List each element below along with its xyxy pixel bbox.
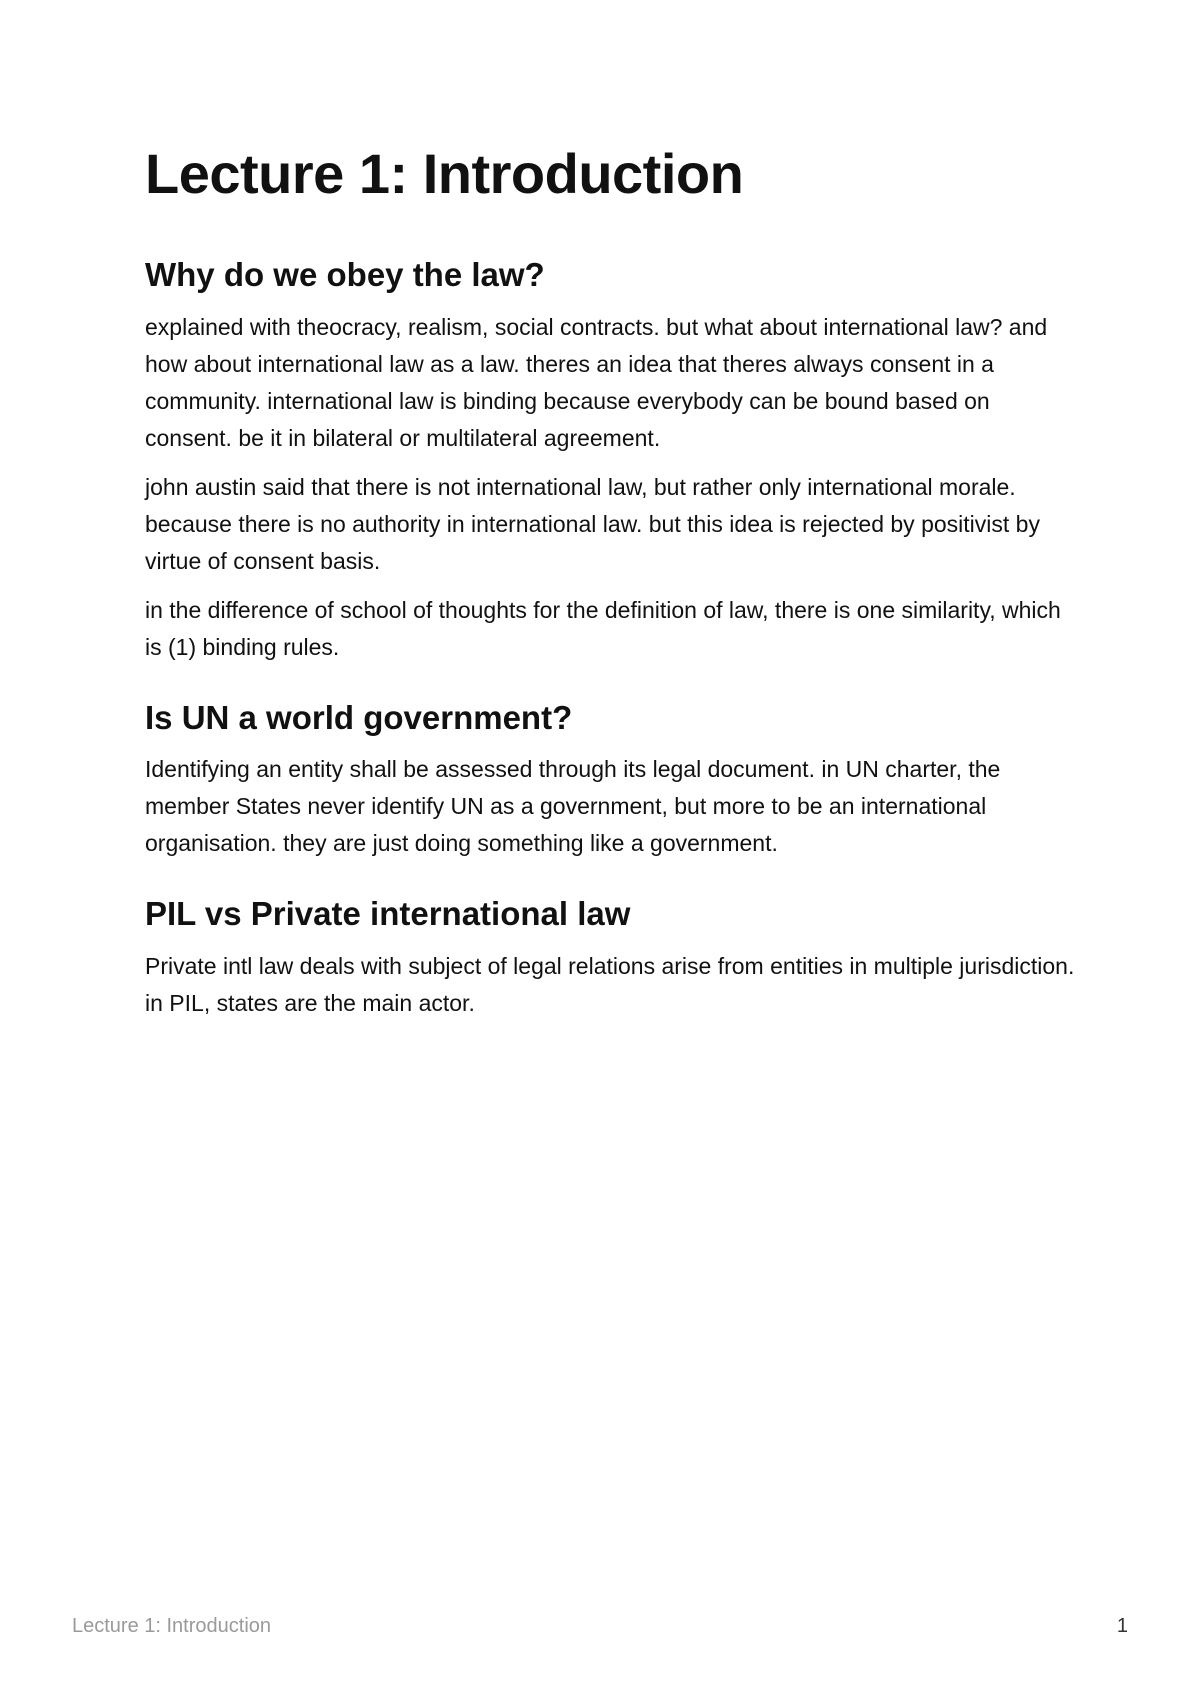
section-pil-vs-private — [145, 894, 1075, 1022]
section-why-obey-law — [145, 255, 1075, 666]
section-un-world-government — [145, 698, 1075, 863]
footer-running-title: Lecture 1: Introduction — [72, 1615, 272, 1637]
section-heading: Is UN a world government? — [145, 698, 573, 736]
paragraph: john austin said that there is not international law, but rather only international morale. because there is no authority in international law. but this idea is rejected by positivist by virtue of consent basis. — [145, 473, 1040, 574]
page-number: 1 — [1116, 1615, 1128, 1637]
paragraph: in the difference of school of thoughts for the definition of law, there is one similarity, which is (1) binding rules. — [145, 596, 1061, 660]
page-title: Lecture 1: Introduction — [145, 142, 744, 205]
section-heading: PIL vs Private international law — [145, 895, 631, 933]
paragraph: Identifying an entity shall be assessed through its legal document. in UN charter, the member States never identify UN as a government, but more to be an international organisation. they are just doing something like a government. — [145, 756, 1001, 857]
page-footer — [72, 1615, 1128, 1638]
paragraph: Private intl law deals with subject of legal relations arise from entities in multiple jurisdiction. in PIL, states are the main actor. — [145, 952, 1075, 1016]
section-heading: Why do we obey the law? — [145, 256, 545, 294]
paragraph: explained with theocracy, realism, social contracts. but what about international law? and how about international law as a law. theres an idea that theres always consent in a community. international law is binding because everybody can be bound based on consent. be it in bilateral or multilateral agreement. — [145, 313, 1048, 451]
document-page — [145, 140, 1075, 1034]
